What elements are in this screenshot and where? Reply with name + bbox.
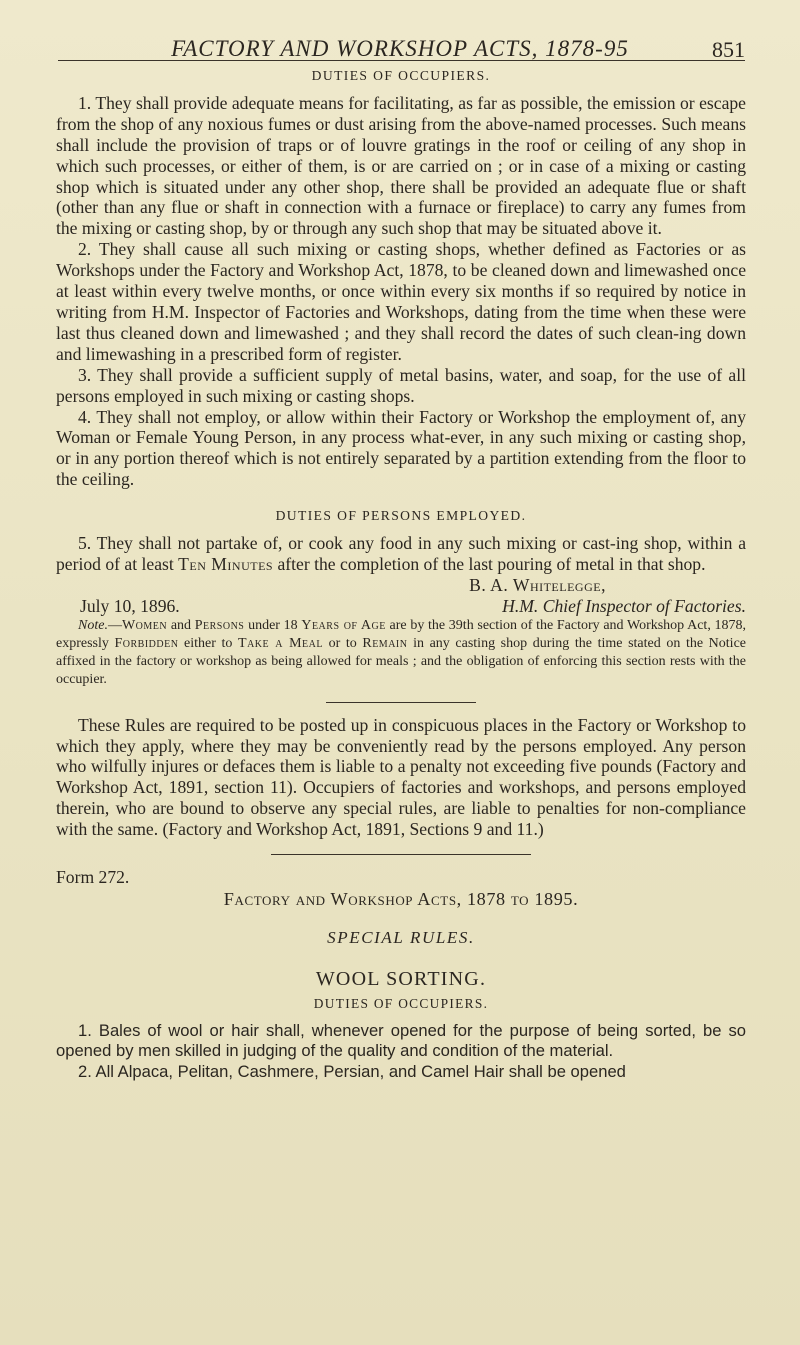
section-heading-duties-of-occupiers: DUTIES OF OCCUPIERS.: [311, 68, 491, 83]
note-text: or to: [322, 636, 363, 652]
section-heading-duties-of-occupiers-2: DUTIES OF OCCUPIERS.: [313, 995, 489, 1011]
note-text: in any casting shop during the time stated on the Notice affixed in the factory or workshop as being allowed for meals ; and the obligation of enforcing this section rests with the occupier.: [56, 636, 746, 688]
signature-date-row: [56, 596, 746, 617]
page-header: [0, 36, 800, 66]
running-title: FACTORY AND WORKSHOP ACTS, 1878-95: [171, 36, 629, 61]
signatory-name: B. A. Whitelegge,: [469, 574, 606, 595]
note-paragraph: [56, 617, 746, 690]
form-number: Form 272.: [56, 867, 130, 888]
rule-paragraph-1: 1. They shall provide adequate means for facilitating, as far as possible, the emission or escape from the shop of any noxious fumes or dust arising from the above-named processes. Such means shall include the provision of traps or of louvre gratings in the roof or ceiling of any shop in which such processes, or either of them, is or are carried on ; or in case of a mixing or casting shop which is situated under any other shop, there shall be provided an adequate flue or shaft (other than any flue or shaft in connection with a furnace or fireplace) to carry any fumes from the mixing or casting shop, by or through any such shop that may be situated above it.: [56, 92, 746, 239]
note-text: under 18: [244, 617, 302, 633]
header-rule: [58, 60, 745, 61]
divider-long: [271, 854, 531, 855]
act-title: Factory and Workshop Acts, 1878 to 1895.: [223, 889, 579, 909]
note-text: and: [167, 617, 195, 633]
wool-sorting-heading: WOOL SORTING.: [315, 967, 487, 990]
rule-paragraph-5-start: 5. They shall not partake of, or cook any food in any such mixing or cast-ing shop, within a period of at least: [56, 533, 746, 574]
note-smallcaps-remain: Remain: [362, 636, 408, 652]
signatory-title: H.M. Chief Inspector of Factories.: [502, 595, 746, 616]
rule-paragraph-3: 3. They shall provide a sufficient supply of metal basins, water, and soap, for the use of all persons employed in such mixing or casting shops.: [56, 364, 746, 406]
divider-short: [326, 702, 476, 703]
signature-date: July 10, 1896.: [80, 595, 180, 616]
rule-paragraph-5-end: after the completion of the last pouring of metal in that shop.: [273, 553, 706, 574]
note-text: either to: [178, 636, 239, 652]
note-text: are by the 39th section of the Factory and Workshop Act, 1878, expressly: [56, 617, 747, 652]
section-heading-duties-of-persons-employed: DUTIES OF PERSONS EMPLOYED.: [275, 508, 527, 524]
rule-paragraph-4: 4. They shall not employ, or allow within their Factory or Workshop the employment of, any Woman or Female Young Person, in any process what-ever, in any such mixing or casting shop, or in any portion thereof which is not entirely separated by a partition extending from the floor to the ceiling.: [56, 406, 746, 490]
note-smallcaps-years-of-age: Years of Age: [301, 617, 386, 633]
note-smallcaps-women: Women: [121, 617, 168, 633]
note-smallcaps-forbidden: Forbidden: [114, 636, 179, 652]
wool-rule-paragraph-2: 2. All Alpaca, Pelitan, Cashmere, Persian, and Camel Hair shall be opened: [78, 1061, 626, 1081]
signature-name-row: [56, 575, 746, 596]
page-content: [56, 66, 746, 1082]
rule-paragraph-2: 2. They shall cause all such mixing or casting shops, whether defined as Factories or as Workshops under the Factory and Workshop Act, 1878, to be cleaned down and limewashed once at least within every twelve months, or once within every six months if so required by notice in writing from H.M. Inspector of Factories and Workshops, dating from the time when these were last thus cleaned down and limewashed ; and they shall record the dates of such clean-ing down and limewashing in a prescribed form of register.: [56, 239, 746, 364]
posting-rules-paragraph: These Rules are required to be posted up in conspicuous places in the Factory or Workshop to which they apply, where they may be conveniently read by the persons employed. Any person who wilfully injures or defaces them is liable to a penalty not exceeding five pounds (Factory and Workshop Act, 1891, section 11). Occupiers of factories and workshops, and persons employed therein, who are bound to observe any special rules, are liable to penalties for non-compliance with the same. (Factory and Workshop Act, 1891, Sections 9 and 11.): [56, 714, 746, 840]
note-label: Note.: [78, 617, 108, 633]
rule-paragraph-5: [56, 533, 746, 575]
special-rules-heading: SPECIAL RULES.: [327, 927, 475, 947]
page-number: 851: [712, 37, 745, 62]
ten-minutes-emphasis: Ten Minutes: [178, 553, 274, 574]
note-dash: —: [107, 617, 122, 633]
wool-rule-paragraph-1: 1. Bales of wool or hair shall, whenever opened for the purpose of being sorted, be so opened by men skilled in judging of the quality and condition of the material.: [56, 1020, 746, 1061]
note-smallcaps-persons: Persons: [194, 617, 245, 633]
note-smallcaps-take-a-meal: Take a Meal: [238, 636, 323, 652]
